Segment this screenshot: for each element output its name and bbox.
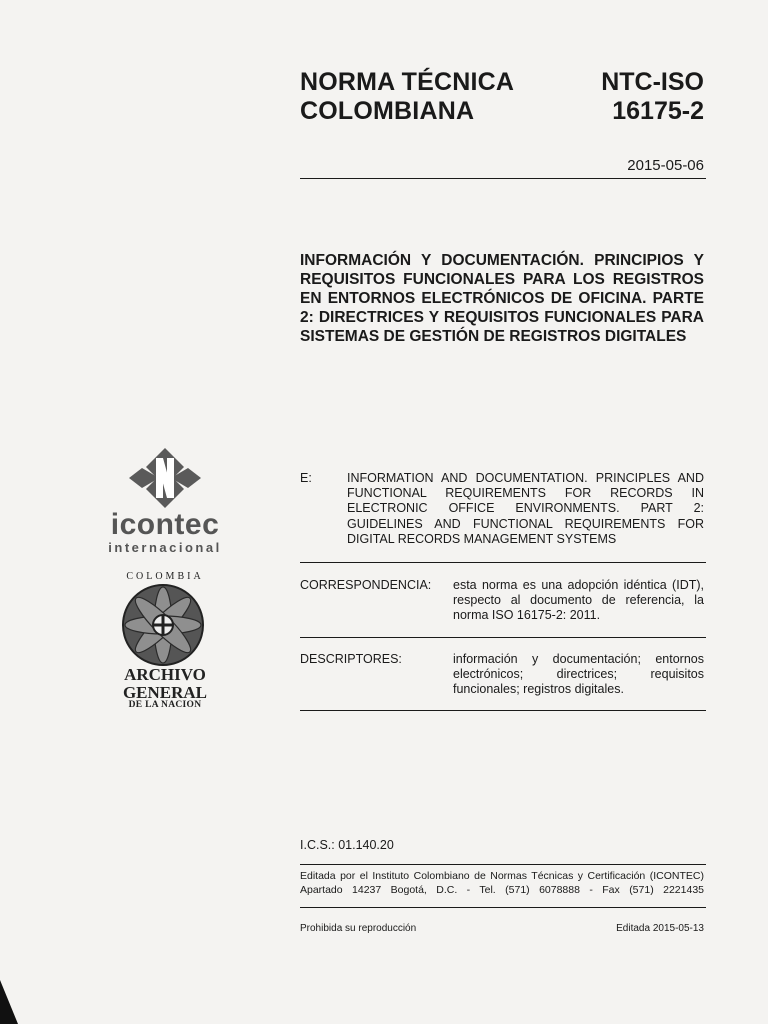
english-title: INFORMATION AND DOCUMENTATION. PRINCIPLES AND FUNCTIONAL REQUIREMENTS FOR RECORDS IN ELECTRONIC OFFICE ENVIRONMENTS. PART 2: GUIDELINES AND FUNCTIONAL REQUIREMENTS FOR DIGITAL RECORDS MANAGEMENT SYSTEMS bbox=[347, 471, 704, 546]
descriptores-label: DESCRIPTORES: bbox=[300, 652, 402, 666]
standard-code-line2: 16175-2 bbox=[612, 97, 704, 125]
archivo-general-seal-icon bbox=[118, 583, 208, 667]
agn-name-line1: ARCHIVO bbox=[124, 665, 206, 684]
editor-info bbox=[300, 870, 704, 897]
ics-divider bbox=[300, 864, 706, 865]
editor-line1: Editada por el Instituto Colombiano de Normas Técnicas y Certificación (ICONTEC) bbox=[300, 870, 704, 882]
icontec-wordmark: icontec bbox=[110, 508, 220, 541]
standard-code-line1: NTC-ISO bbox=[601, 68, 704, 96]
icontec-subtitle: internacional bbox=[108, 540, 222, 555]
standard-type-line1: NORMA TÉCNICA bbox=[300, 68, 515, 96]
descriptores-value: información y documentación; entornos electrónicos; directrices; requisitos funcionales; registros digitales. bbox=[453, 652, 704, 697]
ics-code: I.C.S.: 01.140.20 bbox=[300, 838, 394, 852]
english-label: E: bbox=[300, 471, 312, 485]
agn-country-label: COLOMBIA bbox=[126, 571, 204, 582]
scan-corner-shadow bbox=[0, 980, 30, 1024]
icontec-logo-icon bbox=[126, 446, 204, 510]
correspondencia-divider bbox=[300, 637, 706, 638]
edition-date: Editada 2015-05-13 bbox=[616, 923, 704, 934]
editor-divider bbox=[300, 907, 706, 908]
standard-type-title bbox=[300, 68, 560, 126]
publication-date: 2015-05-06 bbox=[627, 157, 704, 174]
descriptores-divider bbox=[300, 710, 706, 711]
spanish-title: INFORMACIÓN Y DOCUMENTACIÓN. PRINCIPIOS Y REQUISITOS FUNCIONALES PARA LOS REGISTROS EN ENTORNOS ELECTRÓNICOS DE OFICINA. PARTE 2: DIRECTRICES Y REQUISITOS FUNCIONALES PARA SISTEMAS DE GESTIÓN DE REGISTROS DIGITALES bbox=[300, 252, 704, 345]
agn-name-line3: DE LA NACION bbox=[128, 700, 202, 710]
agn-name bbox=[100, 666, 230, 702]
standard-type-line2: COLOMBIANA bbox=[300, 97, 475, 125]
header-divider bbox=[300, 178, 706, 179]
editor-line2: Apartado 14237 Bogotá, D.C. - Tel. (571) 6078888 - Fax (571) 2221435 bbox=[300, 883, 704, 896]
correspondencia-label: CORRESPONDENCIA: bbox=[300, 578, 432, 592]
reproduction-notice: Prohibida su reproducción bbox=[300, 923, 417, 934]
agn-name-line2: GENERAL bbox=[122, 683, 208, 702]
standard-code bbox=[540, 68, 704, 126]
english-divider bbox=[300, 562, 706, 563]
correspondencia-value: esta norma es una adopción idéntica (IDT), respecto al documento de referencia, la norma ISO 16175-2: 2011. bbox=[453, 578, 704, 623]
